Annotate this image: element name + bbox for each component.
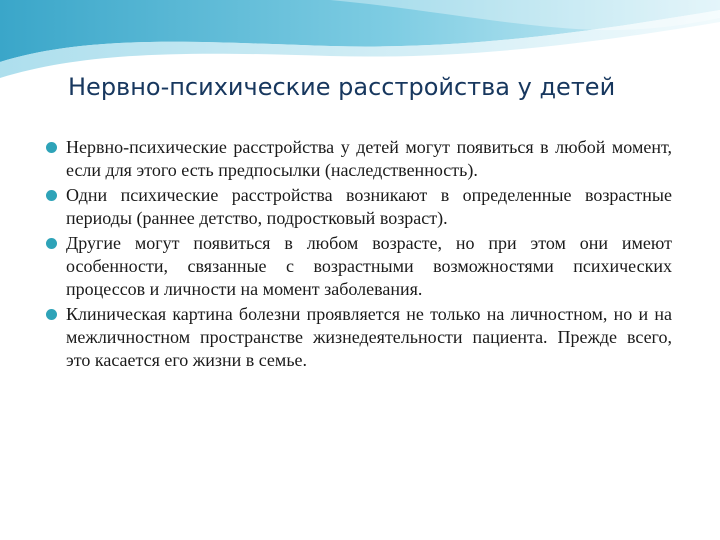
bullet-text: Нервно-психические расстройства у детей могут появиться в любой момент, если для этого есть предпосылки (наследственность). — [66, 137, 672, 181]
slide-title: Нервно-психические расстройства у детей — [68, 73, 616, 101]
bullet-item — [44, 184, 672, 230]
bullet-text: Одни психические расстройства возникают в определенные возрастные периоды (раннее детство, подростковый возраст). — [66, 184, 672, 229]
bullet-text: Клиническая картина болезни проявляется не только на личностном, но и на межличностном пространстве жизнедеятельности пациента. Прежде всего, это касается его жизни в семье. — [66, 303, 672, 371]
bullet-item — [44, 303, 672, 373]
bullet-dot-icon — [46, 238, 57, 249]
bullet-list — [44, 136, 672, 374]
bullet-dot-icon — [46, 190, 57, 201]
bullet-dot-icon — [46, 142, 57, 153]
bullet-text: Другие могут появиться в любом возрасте, но при этом они имеют особенности, связанные с возрастными возможностями психических процессов и личности на момент заболевания. — [66, 232, 672, 300]
bullet-item — [44, 232, 672, 302]
bullet-dot-icon — [46, 309, 57, 320]
bullet-item — [44, 136, 672, 182]
